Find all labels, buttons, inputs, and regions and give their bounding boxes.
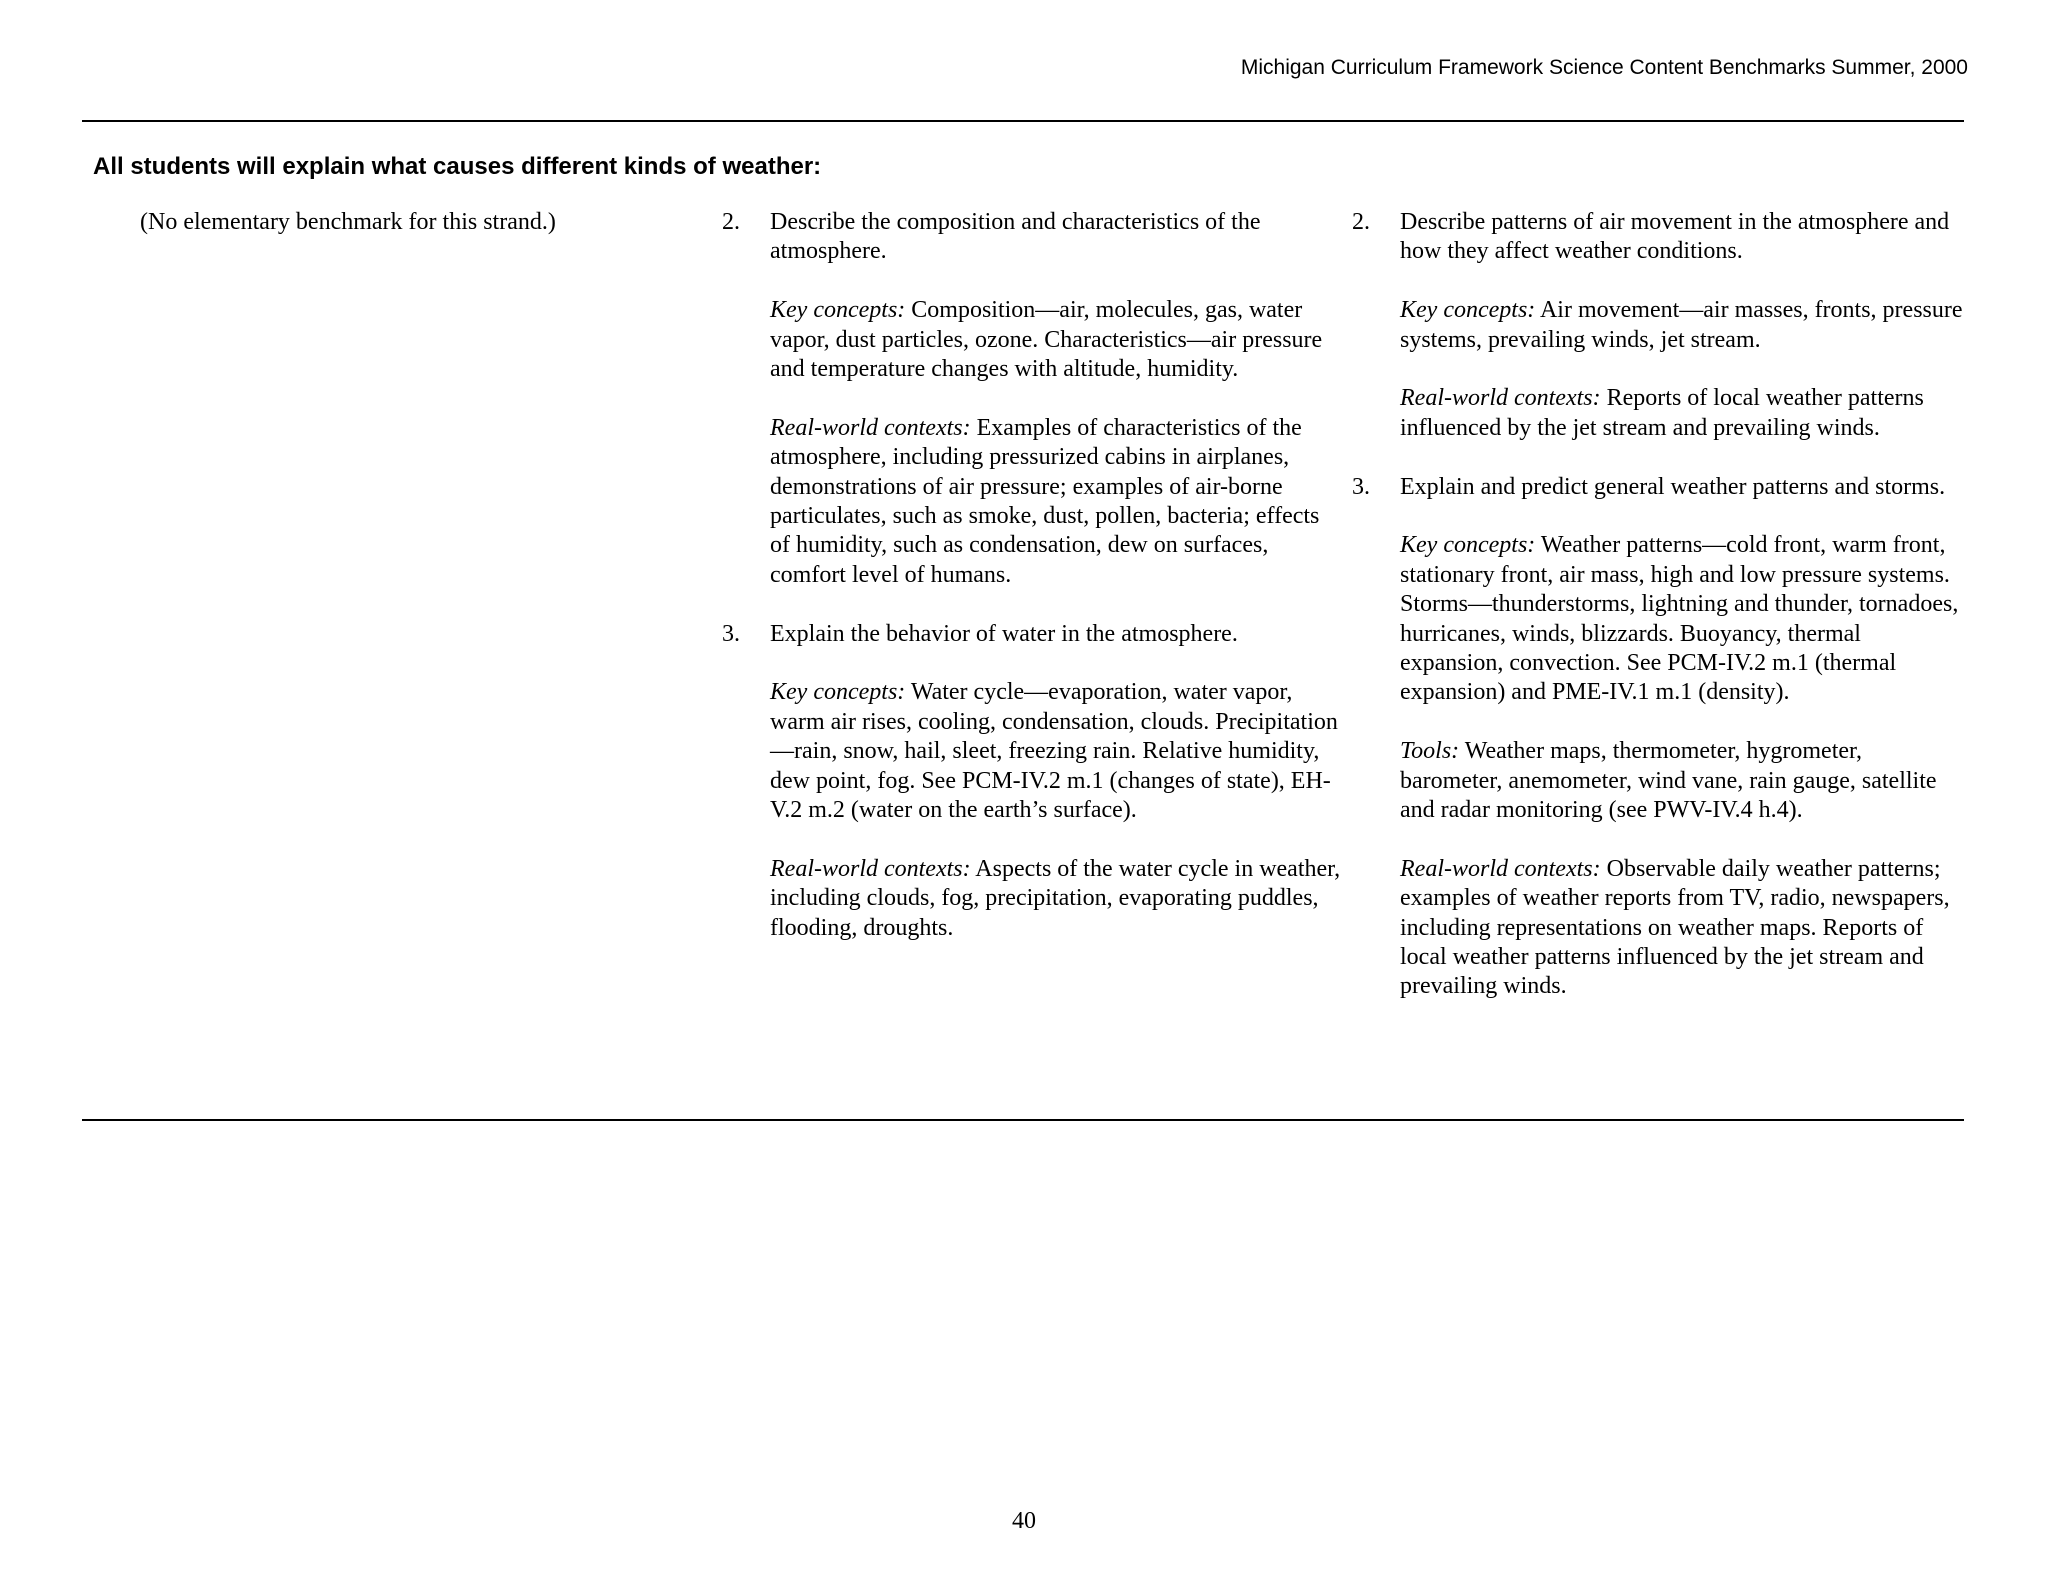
high-school-column (1352, 208, 1970, 1002)
benchmark-statement: Describe the composition and characteristics of the atmosphere. (770, 209, 1261, 265)
benchmark-statement: Describe patterns of air movement in the atmosphere and how they affect weather conditions. (1400, 209, 1950, 265)
tools (1400, 737, 1970, 825)
key-concepts-label: Key concepts: (770, 679, 906, 706)
high-benchmark-3 (1352, 473, 1970, 1002)
real-world-label: Real-world contexts: (770, 855, 971, 882)
key-concepts-text: Composition—air, molecules, gas, water vapor, dust particles, ozone. Characteristics—air pressure and temperature changes with altitude, humidity. (770, 297, 1323, 383)
key-concepts-text: Air movement—air masses, fronts, pressure systems, prevailing winds, jet stream. (1400, 297, 1963, 353)
middle-school-column (722, 208, 1344, 943)
benchmark-number: 2. (722, 209, 740, 235)
running-header: Michigan Curriculum Framework Science Content Benchmarks Summer, 2000 (1240, 56, 1968, 79)
standard-heading: All students will explain what causes different kinds of weather: (93, 153, 822, 180)
real-world-label: Real-world contexts: (1400, 385, 1601, 412)
key-concepts (770, 678, 1344, 825)
key-concepts-label: Key concepts: (1400, 532, 1536, 559)
real-world-contexts (770, 855, 1344, 943)
real-world-contexts (1400, 855, 1970, 1002)
key-concepts (1400, 296, 1970, 355)
tools-text: Weather maps, thermometer, hygrometer, barometer, anemometer, wind vane, rain gauge, satellite and radar monitoring (see PWV-IV.4 h.4). (1400, 738, 1937, 824)
key-concepts (1400, 531, 1970, 707)
real-world-text: Aspects of the water cycle in weather, including clouds, fog, precipitation, evaporating puddles, flooding, droughts. (770, 855, 1341, 941)
bottom-rule (82, 1119, 1964, 1121)
high-benchmark-2 (1352, 208, 1970, 443)
key-concepts-text: Water cycle—evaporation, water vapor, warm air rises, cooling, condensation, clouds. Precipitation—rain, snow, hail, sleet, freezing rain. Relative humidity, dew point, fog. See PCM-IV.2 m.1 (changes of state), EH-V.2 m.2 (water on the earth’s surface). (770, 679, 1338, 824)
elementary-note: (No elementary benchmark for this strand.) (140, 209, 556, 235)
middle-benchmark-3 (722, 620, 1344, 943)
key-concepts-label: Key concepts: (1400, 297, 1536, 324)
real-world-text: Examples of characteristics of the atmosphere, including pressurized cabins in airplanes, demonstrations of air pressure; examples of air-borne particulates, such as smoke, dust, pollen, bacteria; effects of humidity, such as condensation, dew on surfaces, comfort level of humans. (770, 414, 1320, 588)
real-world-label: Real-world contexts: (770, 414, 971, 441)
key-concepts-label: Key concepts: (770, 297, 906, 324)
tools-label: Tools: (1400, 738, 1460, 765)
benchmark-statement: Explain the behavior of water in the atmosphere. (770, 620, 1238, 647)
page-number: 40 (1012, 1508, 1036, 1534)
benchmark-number: 2. (1352, 209, 1370, 235)
key-concepts-text: Weather patterns—cold front, warm front, stationary front, air mass, high and low pressure systems. Storms—thunderstorms, lightning and thunder, tornadoes, hurricanes, winds, blizzards. Buoyancy, thermal expansion, convection. See PCM-IV.2 m.1 (thermal expansion) and PME-IV.1 m.1 (density). (1400, 532, 1959, 706)
benchmark-number: 3. (722, 620, 740, 647)
real-world-text: Observable daily weather patterns; examples of weather reports from TV, radio, newspapers, including representations on weather maps. Reports of local weather patterns influenced by the jet stream and prevailing winds. (1400, 855, 1950, 1000)
real-world-text: Reports of local weather patterns influenced by the jet stream and prevailing winds. (1400, 385, 1924, 441)
key-concepts (770, 296, 1344, 384)
top-rule (82, 120, 1964, 122)
benchmark-number: 3. (1352, 473, 1370, 500)
middle-benchmark-2 (722, 208, 1344, 590)
benchmark-statement: Explain and predict general weather patterns and storms. (1400, 473, 1946, 500)
real-world-contexts (1400, 384, 1970, 443)
real-world-label: Real-world contexts: (1400, 855, 1601, 882)
real-world-contexts (770, 414, 1344, 590)
elementary-column (140, 208, 660, 237)
